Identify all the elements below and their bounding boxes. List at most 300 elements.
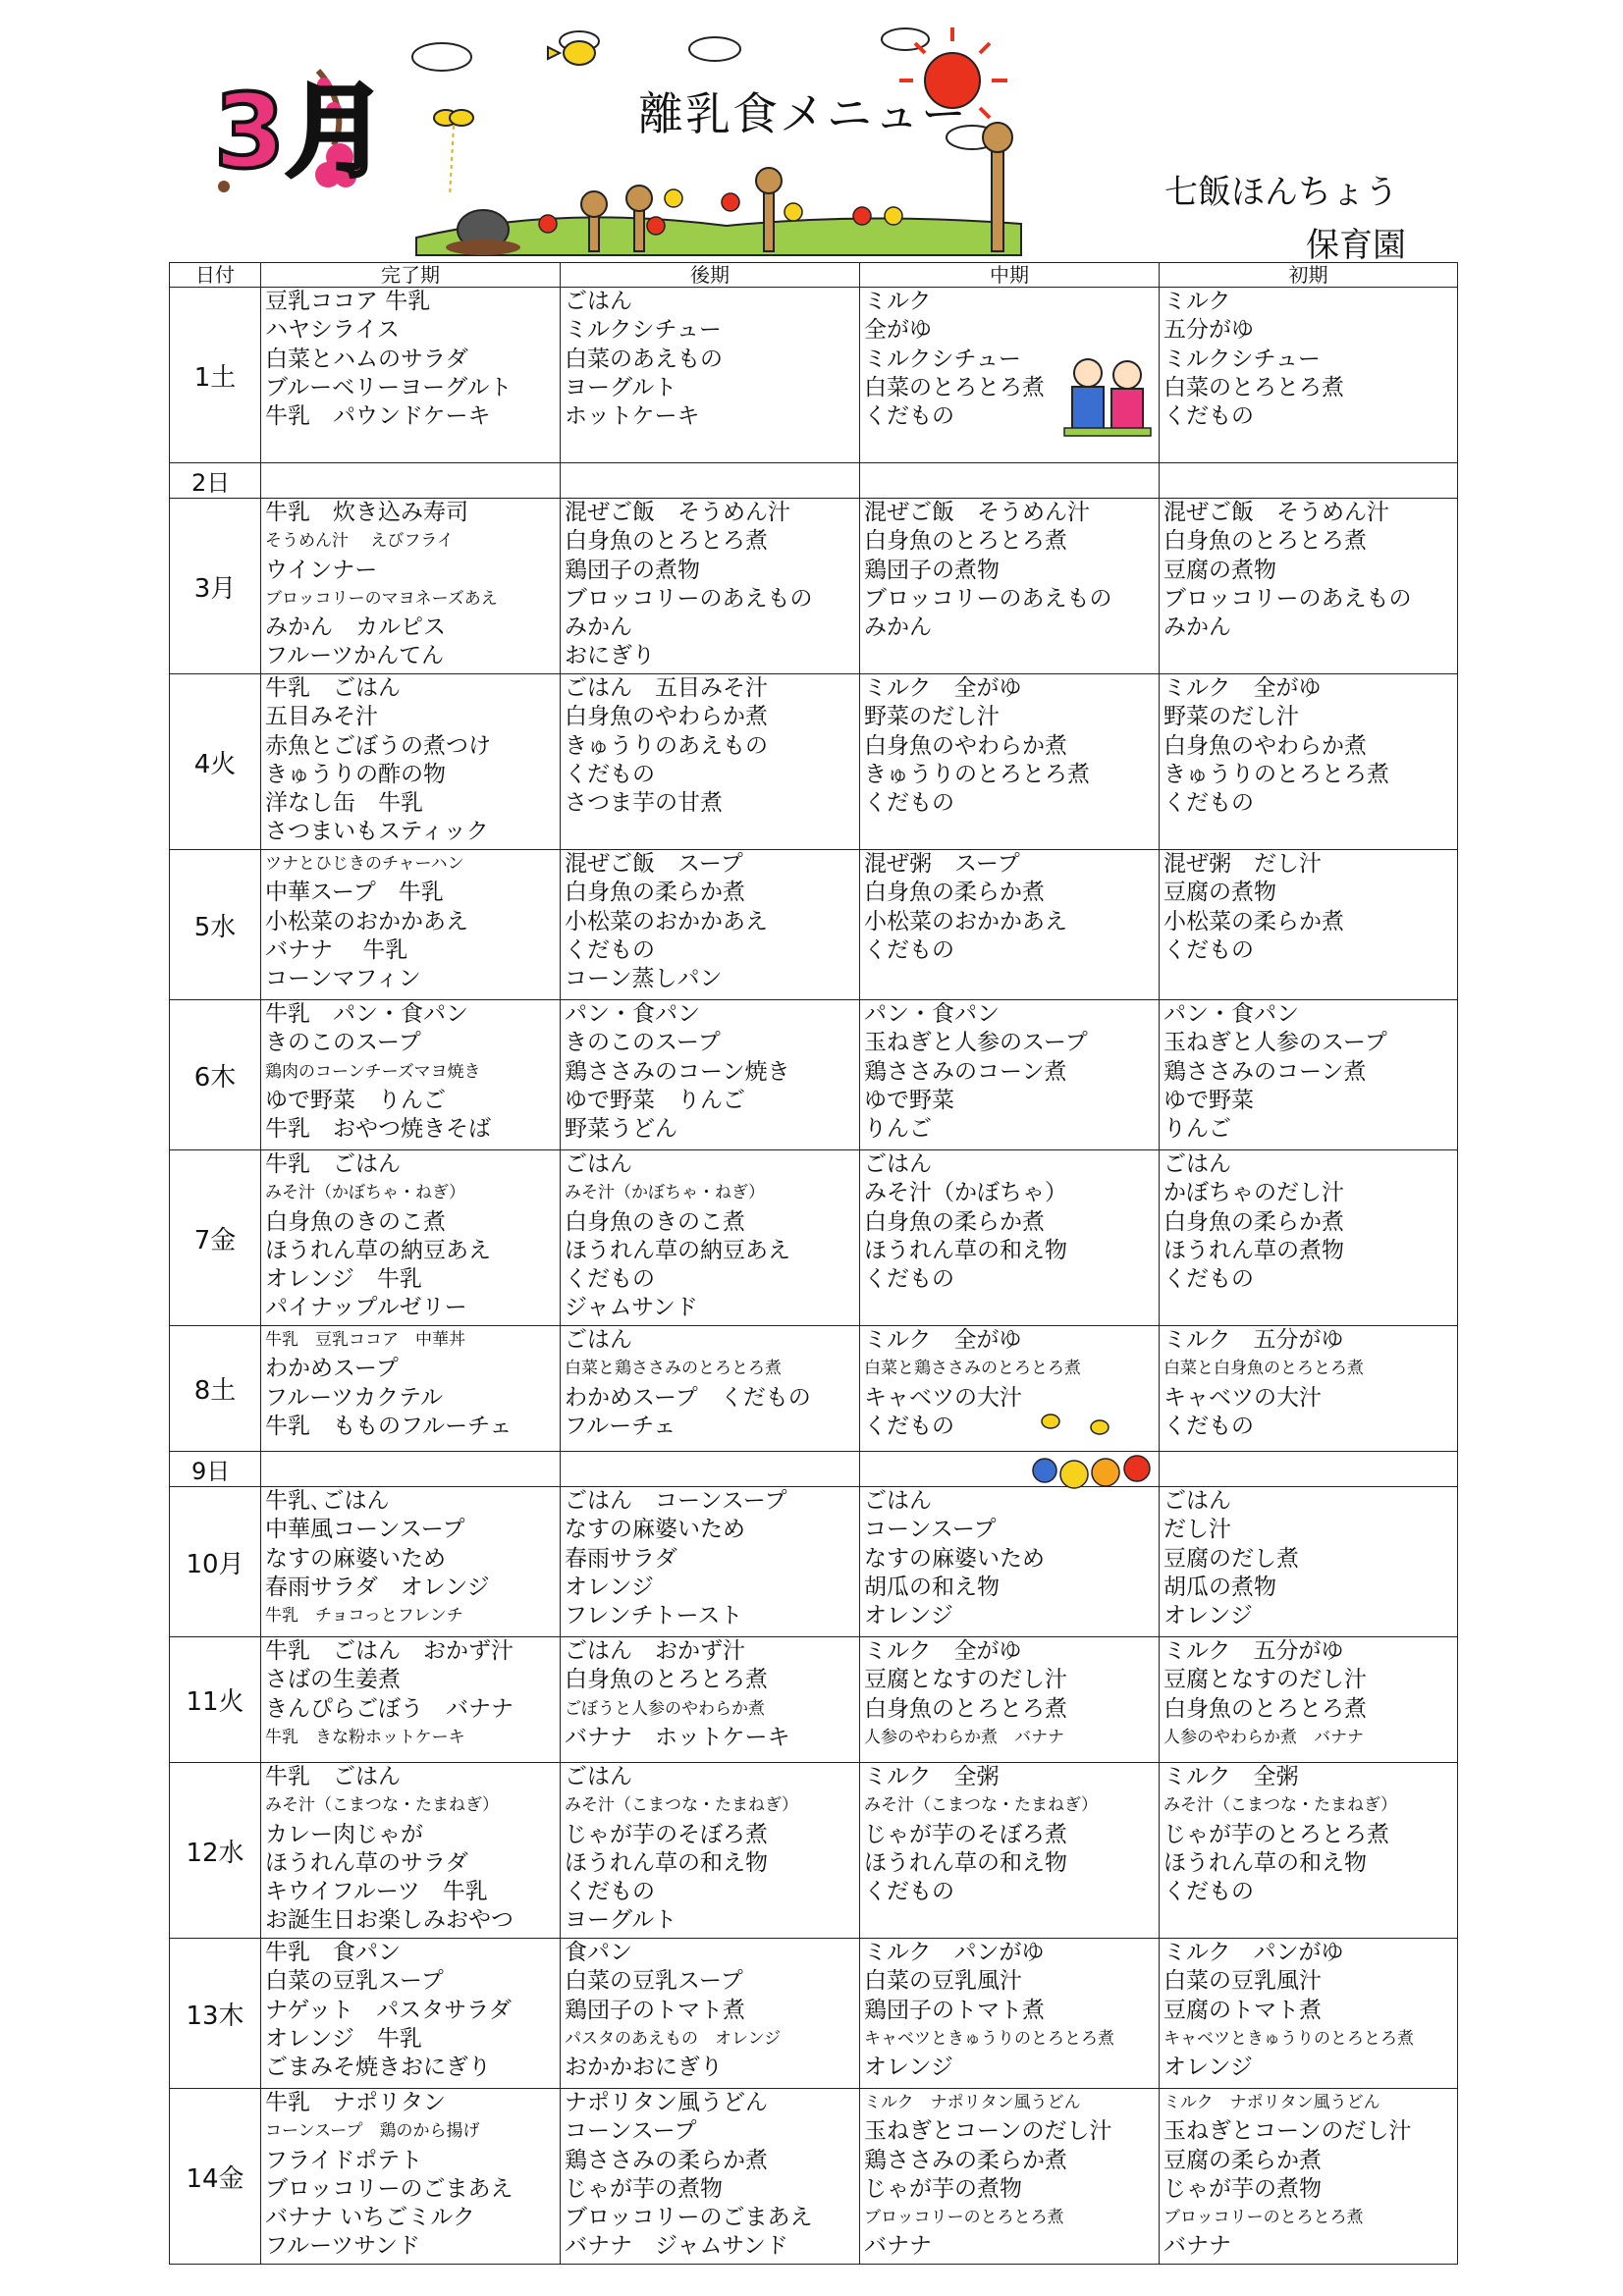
meal-item: バナナ 牛乳 xyxy=(265,936,408,963)
meal-item: ごはん xyxy=(1163,1488,1231,1514)
meal-cell-shoki xyxy=(1160,1637,1458,1763)
date-cell: 8土 xyxy=(170,1326,261,1452)
column-header-chuki: 中期 xyxy=(860,263,1160,288)
meal-item: くだもの xyxy=(1163,790,1254,817)
meal-cell-kanryo xyxy=(261,1000,561,1150)
meal-item: なすの麻婆いため xyxy=(565,1517,745,1543)
meal-item: くだもの xyxy=(1163,1413,1254,1439)
meal-item: 中華スープ 牛乳 xyxy=(265,880,444,906)
meal-item: キャベツときゅうりのとろとろ煮 xyxy=(1163,2028,1414,2049)
meal-item: 赤魚とごぼうの煮つけ xyxy=(265,732,491,759)
meal-item: キャベツの大汁 xyxy=(1163,1384,1322,1411)
day-row xyxy=(170,1763,1458,1939)
empty-cell xyxy=(860,463,1160,499)
column-header-shoki: 初期 xyxy=(1160,263,1458,288)
day-row xyxy=(170,1326,1458,1452)
meal-item: 鶏団子の煮物 xyxy=(864,557,1000,583)
meal-item: 人参のやわらか煮 バナナ xyxy=(1163,1727,1364,1747)
meal-item: ミルク ナポリタン風うどん xyxy=(864,2093,1081,2112)
meal-item: ほうれん草の煮物 xyxy=(1163,1237,1344,1263)
meal-item: 鶏ささみの柔らか煮 xyxy=(864,2147,1067,2173)
meal-item: 鶏ささみのコーン煮 xyxy=(864,1058,1067,1085)
meal-item: 玉ねぎと人参のスープ xyxy=(864,1030,1088,1056)
meal-item: ヨーグルト xyxy=(565,374,677,400)
meal-item: 白菜と鶏ささみのとろとろ煮 xyxy=(864,1359,1081,1379)
date-cell: 2日 xyxy=(170,463,261,499)
meal-cell-kanryo xyxy=(261,1637,561,1763)
meal-item: 混ぜご飯 そうめん汁 xyxy=(1163,500,1389,525)
meal-item: ブロッコリーのとろとろ煮 xyxy=(864,2208,1064,2228)
meal-item: ナポリタン風うどん xyxy=(565,2090,768,2115)
bird-icon xyxy=(548,41,595,65)
meal-item: 白菜の豆乳風汁 xyxy=(1163,1968,1322,1995)
meal-item: 牛乳 食パン xyxy=(265,1940,401,1965)
column-header-kanryo: 完了期 xyxy=(261,263,561,288)
meal-item: 白身魚の柔らか煮 xyxy=(864,880,1045,906)
meal-item: みかん カルピス xyxy=(265,614,446,641)
meal-item: コーンスープ xyxy=(864,1517,997,1543)
date-cell: 3月 xyxy=(170,499,261,674)
meal-item: 鶏肉のコーンチーズマヨ焼き xyxy=(265,1061,481,1082)
meal-item: だし汁 xyxy=(1163,1517,1231,1543)
meal-item: 豆腐の柔らか煮 xyxy=(1163,2147,1322,2173)
meal-item: ミルク xyxy=(864,289,932,314)
meal-item: オレンジ xyxy=(1163,1603,1253,1629)
day-row xyxy=(170,1487,1458,1637)
meal-item: ナゲット パスタサラダ xyxy=(265,1997,512,2023)
flower-bed-icon xyxy=(1031,1412,1159,1514)
meal-item: 牛乳 もものフルーチェ xyxy=(265,1413,513,1439)
meal-cell-kanryo xyxy=(261,1487,561,1637)
month-badge-text: 3月 xyxy=(214,72,388,191)
meal-item: きんぴらごぼう バナナ xyxy=(265,1695,514,1722)
meal-cell-shoki xyxy=(1160,674,1458,850)
meal-cell-shoki xyxy=(1160,1150,1458,1326)
meal-item: ミルク パンがゆ xyxy=(1163,1940,1344,1965)
meal-item: じゃが芋のそぼろ煮 xyxy=(864,1821,1067,1847)
meal-item: 食パン xyxy=(565,1940,632,1965)
day-row xyxy=(170,288,1458,463)
meal-item: オレンジ 牛乳 xyxy=(265,1266,422,1293)
meal-item: 牛乳 パン・食パン xyxy=(265,1001,468,1027)
mole-icon xyxy=(446,210,520,255)
meal-item: 白身魚の柔らか煮 xyxy=(1163,1208,1344,1235)
meal-item: ごはん xyxy=(864,1488,932,1514)
meal-item: 牛乳､ごはん xyxy=(265,1488,390,1514)
meal-item: ブロッコリーのとろとろ煮 xyxy=(1163,2208,1364,2228)
meal-cell-kanryo xyxy=(261,288,561,463)
meal-item: ブルーベリーヨーグルト xyxy=(265,374,513,400)
meal-item: お誕生日お楽しみおやつ xyxy=(265,1907,514,1934)
meal-item: 豆腐となすのだし汁 xyxy=(1163,1667,1367,1693)
meal-item: 鶏団子のトマト煮 xyxy=(565,1997,745,2023)
meal-item: 鶏ささみの柔らか煮 xyxy=(565,2147,768,2173)
meal-item: オレンジ xyxy=(864,2055,953,2081)
day-row xyxy=(170,1637,1458,1763)
meal-cell-shoki xyxy=(1160,1939,1458,2089)
date-cell: 14金 xyxy=(170,2089,261,2265)
meal-cell-koki xyxy=(561,1487,860,1637)
meal-item: バナナ ジャムサンド xyxy=(565,2233,788,2260)
meal-item: パン・食パン xyxy=(1163,1001,1299,1027)
meal-item: パスタのあえもの オレンジ xyxy=(565,2028,782,2049)
meal-item: ミルク 五分がゆ xyxy=(1163,1327,1344,1353)
meal-item: じゃが芋の煮物 xyxy=(565,2175,723,2202)
column-header-koki: 後期 xyxy=(561,263,860,288)
meal-item: オレンジ xyxy=(565,1574,654,1600)
meal-item: ジャムサンド xyxy=(565,1295,698,1321)
meal-cell-koki xyxy=(561,1939,860,2089)
meal-item: ほうれん草の納豆あえ xyxy=(565,1237,790,1263)
empty-cell xyxy=(1160,463,1458,499)
meal-item: くだもの xyxy=(565,1266,655,1293)
meal-cell-shoki xyxy=(1160,1000,1458,1150)
meal-item: 豆腐の煮物 xyxy=(1163,880,1276,906)
meal-item: 白身魚の柔らか煮 xyxy=(565,880,745,906)
meal-cell-kanryo xyxy=(261,1150,561,1326)
meal-item: 白菜の豆乳スープ xyxy=(565,1968,743,1995)
meal-item: 牛乳 ナポリタン xyxy=(265,2090,446,2115)
meal-item: ミルク 全がゆ xyxy=(864,1638,1022,1664)
meal-cell-koki xyxy=(561,1150,860,1326)
meal-cell-koki xyxy=(561,1326,860,1452)
meal-item: ツナとひじきのチャーハン xyxy=(265,854,464,874)
meal-item: 牛乳 ごはん xyxy=(265,1764,401,1789)
page-title: 離乳食メニュー xyxy=(638,87,968,140)
meal-item: ごはん おかず汁 xyxy=(565,1638,745,1664)
meal-item: くだもの xyxy=(565,936,655,963)
meal-item: 小松菜のおかかあえ xyxy=(565,908,768,934)
meal-item: オレンジ 牛乳 xyxy=(265,2025,422,2052)
date-cell: 11火 xyxy=(170,1637,261,1763)
meal-item: 牛乳 チョコっとフレンチ xyxy=(265,1606,463,1627)
school-suffix: 保育園 xyxy=(1306,226,1406,265)
meal-cell-koki xyxy=(561,850,860,1000)
meal-cell-koki xyxy=(561,499,860,674)
table-header-row xyxy=(170,263,1458,288)
meal-cell-chuki xyxy=(860,499,1160,674)
meal-item: 白身魚のやわらか煮 xyxy=(565,704,768,730)
meal-item: 豆腐のだし煮 xyxy=(1163,1545,1299,1572)
meal-item: 中華風コーンスープ xyxy=(265,1517,465,1543)
meal-item: ミルク パンがゆ xyxy=(864,1940,1045,1965)
meal-item: パン・食パン xyxy=(864,1001,1000,1027)
meal-item: ごはん xyxy=(565,1327,632,1353)
meal-item: 牛乳 おやつ焼きそば xyxy=(265,1116,491,1143)
meal-item: きゅうりの酢の物 xyxy=(265,761,446,787)
meal-cell-koki xyxy=(561,1000,860,1150)
meal-item: 白菜の豆乳スープ xyxy=(265,1968,444,1995)
meal-item: バナナ ホットケーキ xyxy=(565,1724,790,1750)
meal-item: 白身魚のとろとろ煮 xyxy=(1163,1695,1367,1722)
meal-cell-shoki xyxy=(1160,499,1458,674)
meal-item: フルーツかんてん xyxy=(265,643,445,669)
meal-item: ほうれん草の和え物 xyxy=(864,1237,1067,1263)
meal-item: 牛乳 ごはん おかず汁 xyxy=(265,1638,514,1664)
meal-item: みかん xyxy=(864,614,932,641)
meal-item: 白菜とハムのサラダ xyxy=(265,346,468,372)
meal-cell-chuki xyxy=(860,1939,1160,2089)
meal-item: ミルク 全がゆ xyxy=(1163,675,1322,701)
empty-cell xyxy=(261,1452,561,1487)
meal-cell-kanryo xyxy=(261,1326,561,1452)
meal-item: 牛乳 ごはん xyxy=(265,675,401,701)
meal-item: くだもの xyxy=(864,1879,954,1905)
meal-item: さつま芋の甘煮 xyxy=(565,790,723,817)
meal-item: オレンジ xyxy=(864,1603,953,1629)
meal-item: 白身魚の柔らか煮 xyxy=(864,1208,1045,1235)
meal-item: みかん xyxy=(565,614,632,641)
meal-item: オレンジ xyxy=(1163,2055,1253,2081)
meal-item: くだもの xyxy=(864,1413,954,1439)
meal-item: 玉ねぎとコーンのだし汁 xyxy=(1163,2118,1412,2145)
meal-item: ごはん xyxy=(565,1764,632,1789)
meal-item: ブロッコリーのあえもの xyxy=(1163,585,1412,612)
date-cell: 9日 xyxy=(170,1452,261,1487)
meal-item: ミルク 全粥 xyxy=(864,1764,1000,1789)
meal-item: きのこのスープ xyxy=(265,1030,421,1056)
meal-item: フレンチトースト xyxy=(565,1603,743,1629)
meal-item: 白身魚のとろとろ煮 xyxy=(565,1667,768,1693)
day-row xyxy=(170,1939,1458,2089)
day-row xyxy=(170,499,1458,674)
meal-item: ほうれん草の納豆あえ xyxy=(265,1237,491,1263)
meal-item: ごはん xyxy=(565,289,632,314)
meal-item: 白菜と白身魚のとろとろ煮 xyxy=(1163,1359,1364,1379)
meal-cell-chuki xyxy=(860,1150,1160,1326)
meal-item: みそ汁（こまつな・たまねぎ） xyxy=(265,1795,499,1816)
meal-cell-shoki xyxy=(1160,288,1458,463)
meal-item: ごはん xyxy=(864,1151,932,1177)
meal-cell-koki xyxy=(561,288,860,463)
meal-item: 白菜と鶏ささみのとろとろ煮 xyxy=(565,1359,782,1379)
meal-item: ミルク 全粥 xyxy=(1163,1764,1299,1789)
meal-item: なすの麻婆いため xyxy=(864,1545,1045,1572)
meal-item: 春雨サラダ オレンジ xyxy=(265,1574,490,1600)
day-row xyxy=(170,1150,1458,1326)
meal-item: ゆで野菜 xyxy=(864,1087,954,1113)
meal-item: じゃが芋のとろとろ煮 xyxy=(1163,1821,1389,1847)
date-cell: 12水 xyxy=(170,1763,261,1939)
meal-item: ミルクシチュー xyxy=(565,317,722,344)
meal-item: 白身魚のとろとろ煮 xyxy=(1163,528,1367,555)
month-badge xyxy=(208,51,388,198)
meal-item: 野菜のだし汁 xyxy=(1163,704,1299,730)
menu-table xyxy=(169,262,1458,2265)
meal-item: ごぼうと人参のやわらか煮 xyxy=(565,1698,765,1719)
date-cell: 7金 xyxy=(170,1150,261,1326)
meal-item: 混ぜ粥 スープ xyxy=(864,851,1020,877)
meal-item: きゅうりのとろとろ煮 xyxy=(1163,761,1389,787)
meal-item: きゅうりのあえもの xyxy=(565,732,768,759)
school-name: 七飯ほんちょう xyxy=(1164,173,1398,212)
meal-item: 鶏ささみのコーン焼き xyxy=(565,1058,790,1085)
meal-item: ハヤシライス xyxy=(265,317,400,344)
meal-item: バナナ xyxy=(1163,2233,1231,2260)
date-cell: 5水 xyxy=(170,850,261,1000)
meal-item: くだもの xyxy=(1163,1266,1254,1293)
meal-item: おかかおにぎり xyxy=(565,2055,723,2081)
meal-cell-kanryo xyxy=(261,1763,561,1939)
meal-item: ミルク 全がゆ xyxy=(864,1327,1022,1353)
meal-item: カレー肉じゃが xyxy=(265,1821,423,1847)
meal-item: 人参のやわらか煮 バナナ xyxy=(864,1727,1064,1747)
meal-item: わかめスープ くだもの xyxy=(565,1384,811,1411)
meal-item: 胡瓜の和え物 xyxy=(864,1574,1000,1600)
butterfly-icon xyxy=(434,110,473,196)
meal-item: 白身魚のきのこ煮 xyxy=(565,1208,745,1235)
meal-cell-chuki xyxy=(860,1763,1160,1939)
meal-cell-chuki xyxy=(860,2089,1160,2265)
meal-item: 春雨サラダ xyxy=(565,1545,677,1572)
meal-item: 牛乳 炊き込み寿司 xyxy=(265,500,468,525)
meal-item: 野菜のだし汁 xyxy=(864,704,1000,730)
meal-item: くだもの xyxy=(864,936,954,963)
meal-item: わかめスープ xyxy=(265,1356,399,1382)
meal-cell-chuki xyxy=(860,1000,1160,1150)
meal-item: 混ぜご飯 そうめん汁 xyxy=(864,500,1090,525)
meal-item: 白身魚のきのこ煮 xyxy=(265,1208,446,1235)
meal-item: くだもの xyxy=(565,761,655,787)
meal-cell-koki xyxy=(561,2089,860,2265)
meal-cell-shoki xyxy=(1160,850,1458,1000)
meal-item: みそ汁（こまつな・たまねぎ） xyxy=(565,1795,798,1816)
meal-item: 白身魚のとろとろ煮 xyxy=(864,1695,1067,1722)
meal-item: フルーツサンド xyxy=(265,2233,421,2260)
meal-item: じゃが芋の煮物 xyxy=(1163,2175,1322,2202)
meal-item: 玉ねぎと人参のスープ xyxy=(1163,1030,1387,1056)
meal-item: 鶏団子の煮物 xyxy=(565,557,700,583)
holiday-row xyxy=(170,463,1458,499)
meal-item: さつまいもスティック xyxy=(265,819,489,845)
meal-item: くだもの xyxy=(1163,1879,1254,1905)
date-cell: 4火 xyxy=(170,674,261,850)
meal-item: ほうれん草の和え物 xyxy=(565,1849,768,1876)
meal-item: ごはん xyxy=(1163,1151,1231,1177)
day-row xyxy=(170,1000,1458,1150)
meal-cell-koki xyxy=(561,674,860,850)
date-cell: 1土 xyxy=(170,288,261,463)
meal-item: くだもの xyxy=(864,403,954,430)
meal-item: 小松菜のおかかあえ xyxy=(265,908,468,934)
meal-item: コーンスープ 鶏のから揚げ xyxy=(265,2121,480,2142)
meal-cell-chuki xyxy=(860,674,1160,850)
date-cell: 6木 xyxy=(170,1000,261,1150)
meal-cell-shoki xyxy=(1160,1763,1458,1939)
empty-cell xyxy=(561,1452,860,1487)
meal-cell-koki xyxy=(561,1763,860,1939)
meal-item: 玉ねぎとコーンのだし汁 xyxy=(864,2118,1112,2145)
meal-item: 白身魚のとろとろ煮 xyxy=(565,528,768,555)
meal-item: みそ汁（かぼちゃ・ねぎ） xyxy=(265,1183,465,1203)
meal-item: 鶏団子のトマト煮 xyxy=(864,1997,1045,2023)
meal-item: 豆腐となすのだし汁 xyxy=(864,1667,1067,1693)
meal-item: 白菜のとろとろ煮 xyxy=(864,374,1045,400)
day-row xyxy=(170,850,1458,1000)
hina-doll-icon xyxy=(1058,344,1157,442)
meal-item: 混ぜご飯 そうめん汁 xyxy=(565,500,790,525)
meal-cell-kanryo xyxy=(261,499,561,674)
date-cell: 10月 xyxy=(170,1487,261,1637)
meal-item: フルーツカクテル xyxy=(265,1384,444,1411)
meal-item: 洋なし缶 牛乳 xyxy=(265,790,423,817)
meal-item: みそ汁（かぼちゃ） xyxy=(864,1180,1067,1206)
meal-cell-kanryo xyxy=(261,850,561,1000)
meal-item: 白菜の豆乳風汁 xyxy=(864,1968,1022,1995)
meal-item: 五目みそ汁 xyxy=(265,704,378,730)
meal-item: 小松菜の柔らか煮 xyxy=(1163,908,1344,934)
meal-item: くだもの xyxy=(1163,936,1254,963)
meal-item: キウイフルーツ 牛乳 xyxy=(265,1879,488,1905)
meal-cell-chuki xyxy=(860,850,1160,1000)
meal-cell-shoki xyxy=(1160,1326,1458,1452)
meal-item: ごはん コーンスープ xyxy=(565,1488,787,1514)
empty-cell xyxy=(261,463,561,499)
meal-item: ミルク 全がゆ xyxy=(864,675,1022,701)
meal-item: フルーチェ xyxy=(565,1413,676,1439)
holiday-row xyxy=(170,1452,1458,1487)
meal-cell-koki xyxy=(561,1637,860,1763)
meal-item: りんご xyxy=(864,1116,932,1143)
meal-item: ほうれん草の和え物 xyxy=(864,1849,1067,1876)
meal-item: 白身魚のやわらか煮 xyxy=(1163,732,1367,759)
meal-item: 全がゆ xyxy=(864,317,932,344)
date-cell: 13木 xyxy=(170,1939,261,2089)
meal-item: 白菜のとろとろ煮 xyxy=(1163,374,1344,400)
page-header xyxy=(0,0,1623,263)
meal-item: 白身魚のとろとろ煮 xyxy=(864,528,1067,555)
meal-item: 牛乳 きな粉ホットケーキ xyxy=(265,1727,465,1747)
meal-item: 鶏ささみのコーン煮 xyxy=(1163,1058,1367,1085)
meal-item: 豆乳ココア 牛乳 xyxy=(265,289,431,314)
meal-item: ごはん xyxy=(565,1151,632,1177)
meal-item: さばの生姜煮 xyxy=(265,1667,401,1693)
meal-item: 牛乳 豆乳ココア 中華丼 xyxy=(265,1330,465,1350)
meal-item: ミルク 五分がゆ xyxy=(1163,1638,1344,1664)
meal-item: ゆで野菜 xyxy=(1163,1087,1254,1113)
meal-item: りんご xyxy=(1163,1116,1231,1143)
meal-item: フライドポテト xyxy=(265,2147,423,2173)
meal-item: くだもの xyxy=(864,1266,954,1293)
meal-item: 白身魚のやわらか煮 xyxy=(864,732,1067,759)
meal-item: ほうれん草のサラダ xyxy=(265,1849,468,1876)
meal-cell-shoki xyxy=(1160,2089,1458,2265)
meal-item: じゃが芋の煮物 xyxy=(864,2175,1022,2202)
empty-cell xyxy=(1160,1452,1458,1487)
meal-item: ブロッコリーのごまあえ xyxy=(565,2205,813,2231)
meal-item: 豆腐の煮物 xyxy=(1163,557,1276,583)
meal-cell-kanryo xyxy=(261,674,561,850)
column-header-date: 日付 xyxy=(170,263,261,288)
meal-item: ヨーグルト xyxy=(565,1907,677,1934)
meal-item: バナナ いちごミルク xyxy=(265,2205,475,2231)
meal-item: 胡瓜の煮物 xyxy=(1163,1574,1276,1600)
meal-item: ブロッコリーのごまあえ xyxy=(265,2175,514,2202)
meal-item: 混ぜご飯 スープ xyxy=(565,851,743,877)
meal-item: ミルクシチュー xyxy=(864,346,1021,372)
meal-item: ミルクシチュー xyxy=(1163,346,1321,372)
meal-item: くだもの xyxy=(864,790,954,817)
meal-cell-kanryo xyxy=(261,2089,561,2265)
meal-item: きゅうりのとろとろ煮 xyxy=(864,761,1090,787)
meal-item: ホットケーキ xyxy=(565,403,700,430)
meal-item: ゆで野菜 りんご xyxy=(565,1087,745,1113)
meal-item: ブロッコリーのマヨネーズあえ xyxy=(265,588,498,609)
empty-cell xyxy=(561,463,860,499)
meal-item: ごはん 五目みそ汁 xyxy=(565,675,768,701)
meal-item: なすの麻婆いため xyxy=(265,1545,446,1572)
meal-item: そうめん汁 えびフライ xyxy=(265,531,454,552)
